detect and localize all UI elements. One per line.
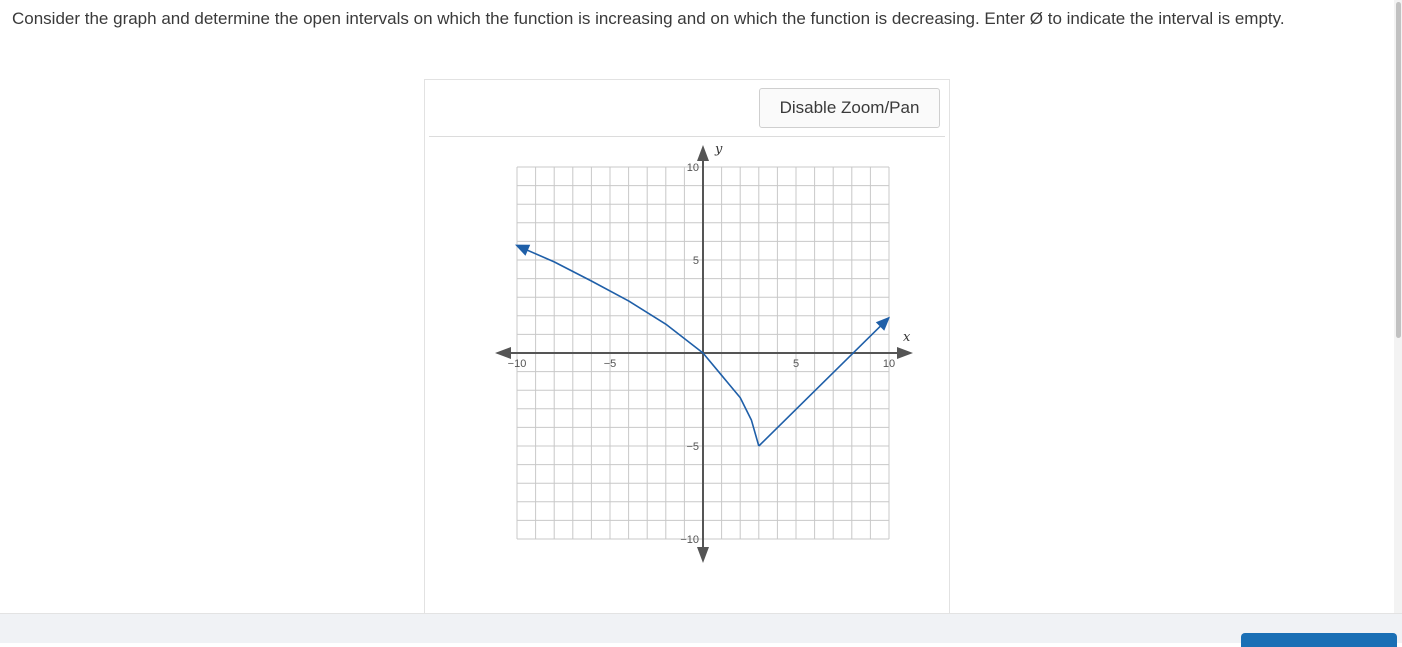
- disable-zoom-pan-button[interactable]: Disable Zoom/Pan: [759, 88, 940, 128]
- x-tick-label: −5: [603, 358, 617, 370]
- x-tick-label: 5: [792, 358, 800, 370]
- y-axis-top-arrow: [697, 145, 709, 161]
- scrollbar-thumb[interactable]: [1396, 2, 1401, 338]
- function-graph[interactable]: [425, 80, 949, 580]
- y-tick-label: 5: [692, 255, 699, 267]
- footer-bar: [0, 613, 1402, 643]
- x-tick-label: 10: [882, 358, 896, 370]
- question-text: [12, 6, 1382, 31]
- question-text-after: to indicate the interval is empty.: [1043, 9, 1285, 28]
- graph-panel: [424, 79, 950, 639]
- footer-primary-button[interactable]: [1241, 633, 1397, 647]
- question-text-before: Consider the graph and determine the open intervals on which the function is increasing and on which the function is decreasing. Enter: [12, 9, 1030, 28]
- x-tick-label: −10: [507, 358, 527, 370]
- x-axis-label: x: [903, 330, 911, 345]
- function-curve-segment: [517, 246, 759, 446]
- function-curve-segment: [759, 318, 889, 446]
- y-axis-label: y: [715, 142, 723, 157]
- empty-set-symbol: Ø: [1029, 9, 1044, 28]
- x-axis-right-arrow: [897, 347, 913, 359]
- y-tick-label: −10: [680, 534, 699, 546]
- y-tick-label: −5: [686, 441, 699, 453]
- y-tick-label: 10: [686, 162, 699, 174]
- y-axis-bottom-arrow: [697, 547, 709, 563]
